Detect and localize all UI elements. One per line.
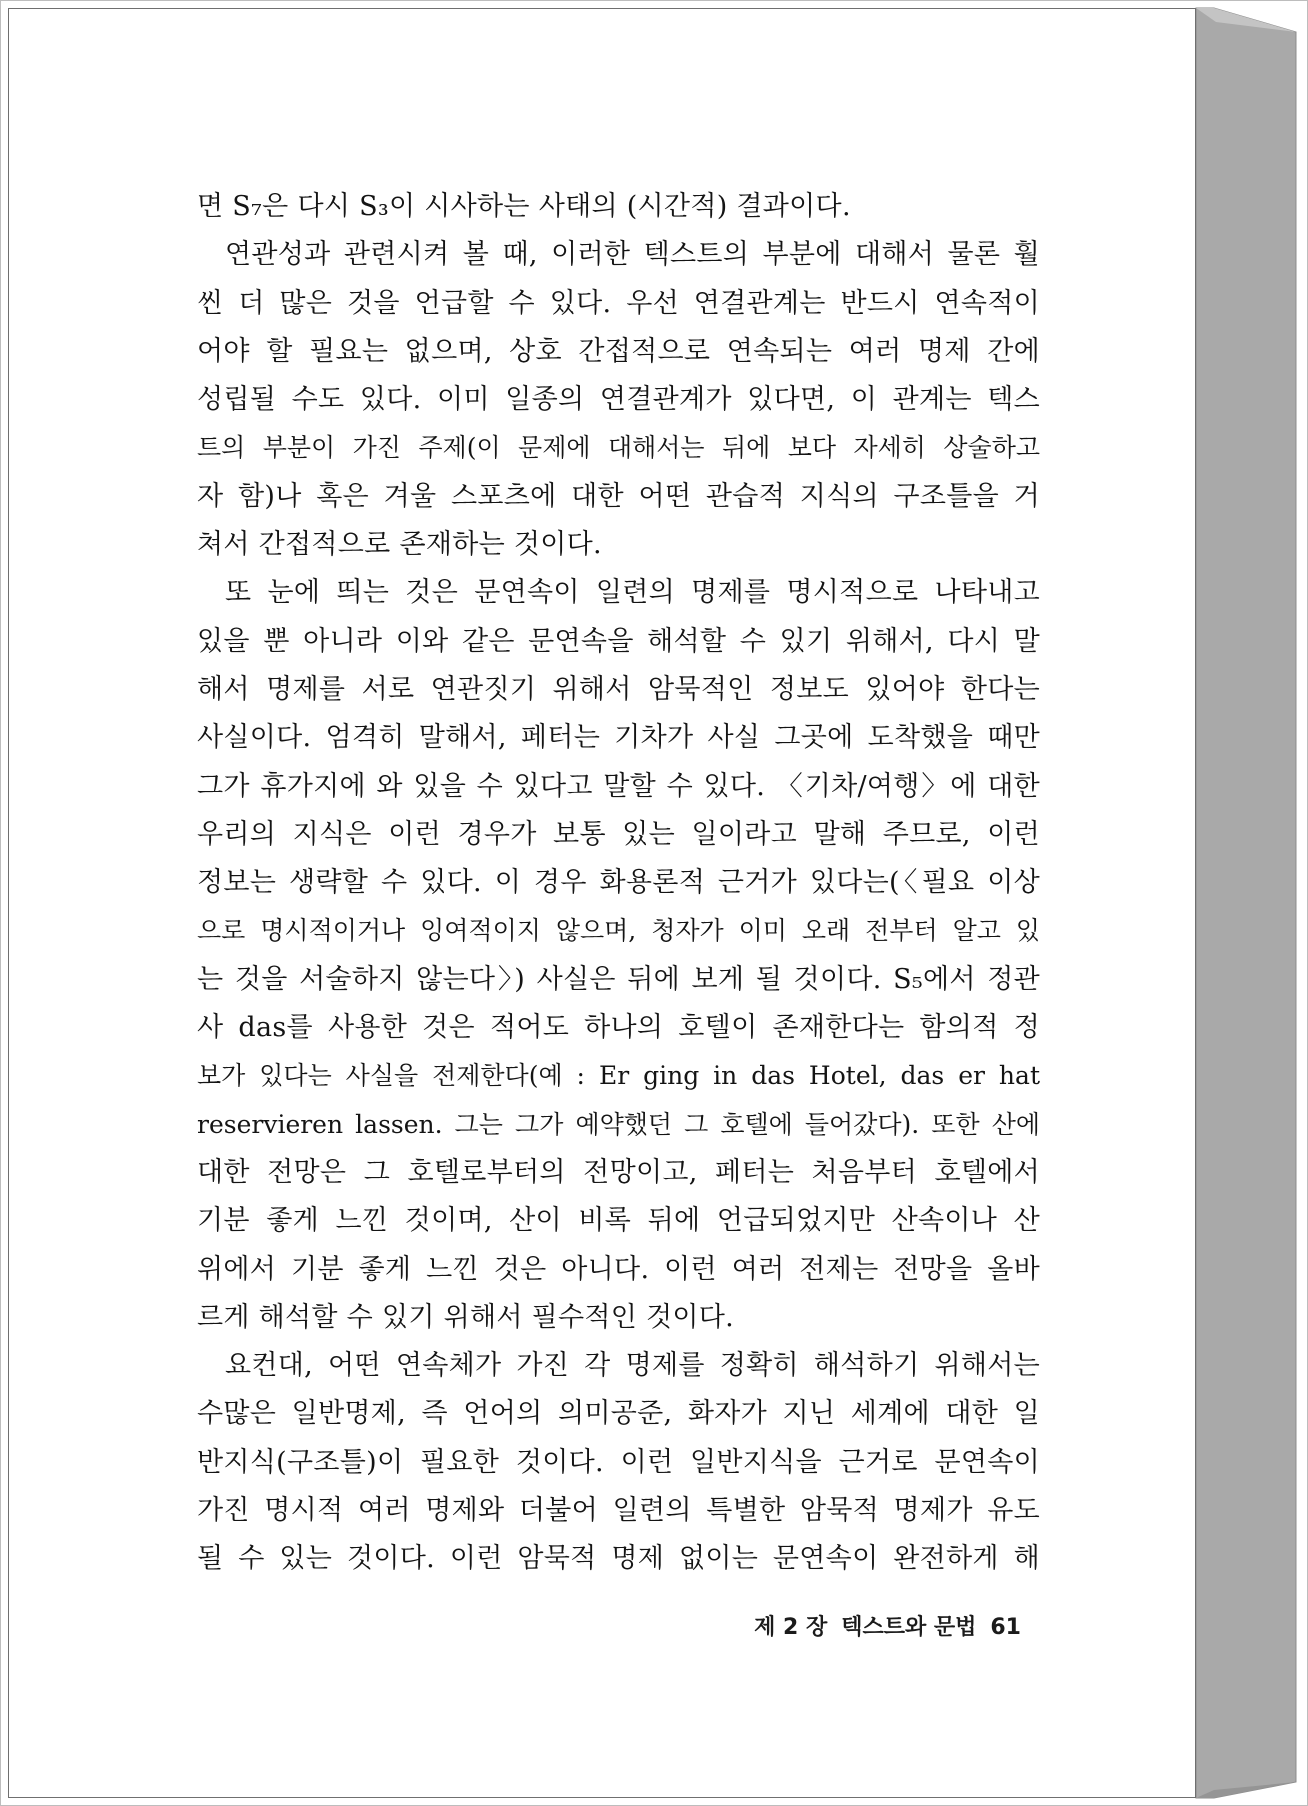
text-line: 또 눈에 띄는 것은 문연속이 일련의 명제를 명시적으로 나타내고 bbox=[225, 577, 1040, 609]
text-line: 해서 명제를 서로 연관짓기 위해서 암묵적인 정보도 있어야 한다는 bbox=[197, 673, 1040, 705]
text-line: 자 함)나 혹은 겨울 스포츠에 대한 어떤 관습적 지식의 구조틀을 거 bbox=[197, 480, 1040, 512]
text-line: 기분 좋게 느낀 것이며, 산이 비록 뒤에 언급되었지만 산속이나 산 bbox=[197, 1205, 1040, 1237]
book-page bbox=[8, 8, 1196, 1798]
text-line: 면 S₇은 다시 S₃이 시사하는 사태의 (시간적) 결과이다. bbox=[197, 191, 851, 222]
text-line: 쳐서 간접적으로 존재하는 것이다. bbox=[197, 529, 602, 561]
text-line: 씬 더 많은 것을 언급할 수 있다. 우선 연결관계는 반드시 연속적이 bbox=[197, 287, 1040, 319]
chapter-title: 텍스트와 문법 bbox=[841, 1615, 977, 1640]
text-line: 위에서 기분 좋게 느낀 것은 아니다. 이런 여러 전제는 전망을 올바 bbox=[197, 1253, 1040, 1285]
text-line: 요컨대, 어떤 연속체가 가진 각 명제를 정확히 해석하기 위해서는 bbox=[225, 1350, 1040, 1382]
text-line: 사 das를 사용한 것은 적어도 하나의 호텔이 존재한다는 함의적 정 bbox=[197, 1012, 1040, 1044]
text-line: 성립될 수도 있다. 이미 일종의 연결관계가 있다면, 이 관계는 텍스 bbox=[197, 384, 1040, 416]
text-line: 가진 명시적 여러 명제와 더불어 일련의 특별한 암묵적 명제가 유도 bbox=[197, 1495, 1040, 1527]
page-footer bbox=[721, 1610, 1021, 1641]
text-line: reservieren lassen. 그는 그가 예약했던 그 호텔에 들어갔다). 또한 산에 bbox=[197, 1109, 1040, 1139]
text-line: 으로 명시적이거나 잉여적이지 않으며, 청자가 이미 오래 전부터 알고 있 bbox=[197, 916, 1040, 946]
text-line: 르게 해석할 수 있기 위해서 필수적인 것이다. bbox=[197, 1301, 735, 1333]
chapter-label: 제 2 장 bbox=[754, 1615, 828, 1640]
text-line: 트의 부분이 가진 주제(이 문제에 대해서는 뒤에 보다 자세히 상술하고 bbox=[197, 433, 1040, 463]
text-line: 수많은 일반명제, 즉 언어의 의미공준, 화자가 지닌 세계에 대한 일 bbox=[197, 1398, 1040, 1430]
text-line: 그가 휴가지에 와 있을 수 있다고 말할 수 있다. 〈기차/여행〉에 대한 bbox=[197, 770, 1040, 802]
text-line: 사실이다. 엄격히 말해서, 페터는 기차가 사실 그곳에 도착했을 때만 bbox=[197, 722, 1040, 754]
text-line: 보가 있다는 사실을 전제한다(예 : Er ging in das Hotel, das er hat bbox=[197, 1061, 1040, 1091]
text-line: 우리의 지식은 이런 경우가 보통 있는 일이라고 말해 주므로, 이런 bbox=[197, 818, 1040, 850]
text-line: 어야 할 필요는 없으며, 상호 간접적으로 연속되는 여러 명제 간에 bbox=[197, 335, 1040, 367]
body-text bbox=[197, 183, 1040, 1584]
page-number: 61 bbox=[990, 1615, 1021, 1640]
text-line: 연관성과 관련시켜 볼 때, 이러한 텍스트의 부분에 대해서 물론 훨 bbox=[225, 239, 1040, 271]
text-line: 될 수 있는 것이다. 이런 암묵적 명제 없이는 문연속이 완전하게 해 bbox=[197, 1543, 1040, 1575]
text-line: 반지식(구조틀)이 필요한 것이다. 이런 일반지식을 근거로 문연속이 bbox=[197, 1446, 1040, 1478]
text-line: 있을 뿐 아니라 이와 같은 문연속을 해석할 수 있기 위해서, 다시 말 bbox=[197, 625, 1040, 657]
text-line: 정보는 생략할 수 있다. 이 경우 화용론적 근거가 있다는(〈필요 이상 bbox=[197, 867, 1040, 899]
text-line: 대한 전망은 그 호텔로부터의 전망이고, 페터는 처음부터 호텔에서 bbox=[197, 1156, 1040, 1188]
text-line: 는 것을 서술하지 않는다〉) 사실은 뒤에 보게 될 것이다. S₅에서 정관 bbox=[197, 963, 1040, 995]
